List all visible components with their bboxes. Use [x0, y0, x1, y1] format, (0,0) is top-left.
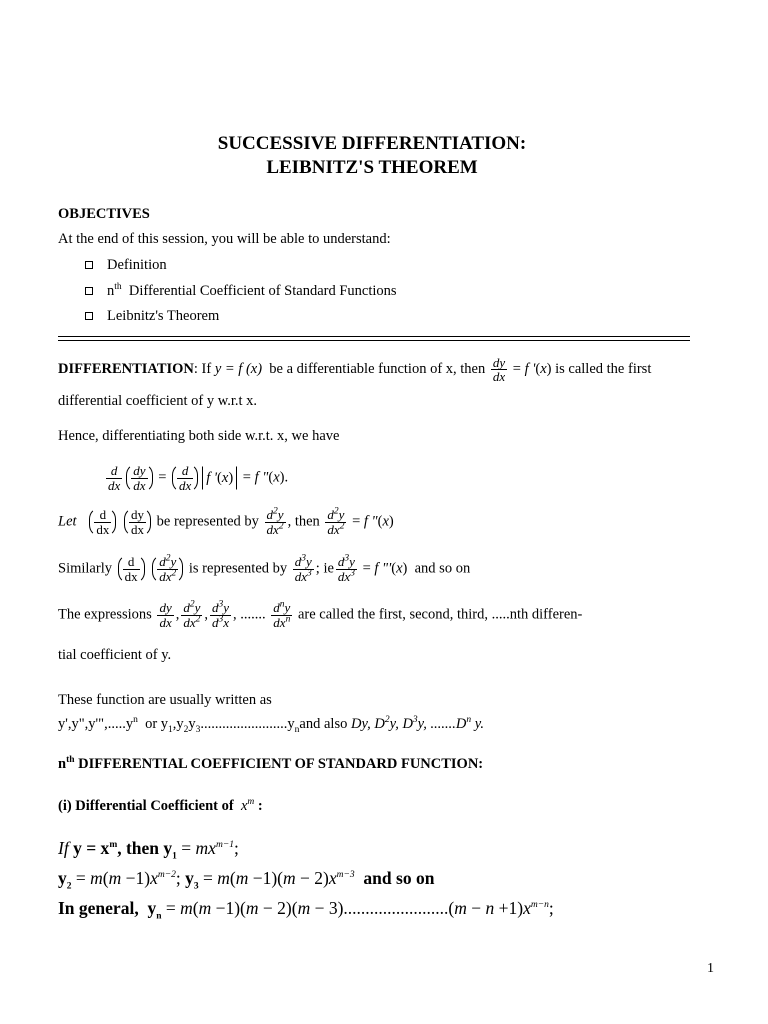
objective-item-nth-coefficient: $n^{th}$ Differential Coefficient of Standard Functions — [85, 283, 397, 300]
objective-item-definition: Definition — [85, 257, 167, 274]
bullet-icon — [85, 261, 93, 269]
hence-text: Hence, differentiating both side w.r.t. x, we have — [58, 428, 340, 444]
bullet-icon — [85, 312, 93, 320]
page-number: 1 — [707, 961, 714, 976]
page-title-line1: SUCCESSIVE DIFFERENTIATION: — [217, 133, 527, 154]
differentiation-line2: differential coefficient of y w.r.t x. — [58, 393, 258, 409]
expressions-line2: tial coefficient of y. — [58, 647, 172, 663]
notation-line: $y',y",y'",.....y^n$ or $y_1,y_2y_3........................y_nand$ also Dy, $D^2y$, $D^3y$, $.......D^n$ y. — [58, 715, 485, 735]
objectives-heading: OBJECTIVES — [58, 206, 150, 222]
bullet-icon — [85, 287, 93, 295]
divider-bottom — [58, 340, 690, 341]
equation-expressions: The expressions $\frac{dy}{dx}$ , $\frac{d^2y}{dx^2}$ , $\frac{d^3y}{d^3x}$ , ....... $\frac{d^ny}{dx^n}$ are called the first, second, third, .....nth differen- — [58, 599, 583, 630]
equation-xm-general: In general, $y_n = m(m -1)(m - 2)(m - 3)........................(m - n +1)x^{m-n}$; — [58, 898, 554, 922]
section-i-heading: (i) Differential Coefficient of $x^m$ : — [58, 797, 263, 814]
objective-item-leibnitz: Leibnitz's Theorem — [85, 308, 219, 325]
equation-similarly: Similarly $\frac{d}{dx}$ $\frac{d^2y}{dx^2}$ is represented by $\frac{d^3y}{dx^3}$ ; ie $\frac{d^3y}{dx^3}$ = f "'(x) and so on — [58, 553, 471, 584]
equation-second-derivative: $\frac{d}{dx}$ $\frac{dy}{dx}$ = $\frac{d}{dx}$ f '(x) = f "(x). — [108, 463, 289, 493]
equation-let: Let $\frac{d}{dx}$ $\frac{dy}{dx}$ be represented by $\frac{d^2y}{dx^2}$ , then $\frac{d^2y}{dx^2}$ = f "(x) — [58, 506, 394, 537]
divider-top — [58, 336, 690, 337]
nth-coefficient-heading: $n^{th}$ DIFFERENTIAL COEFFICIENT OF STANDARD FUNCTION: — [58, 755, 484, 772]
page-title-line2: LEIBNITZ'S THEOREM — [266, 157, 478, 178]
objectives-intro: At the end of this session, you will be able to understand: — [58, 231, 391, 247]
usually-written-text: These function are usually written as — [58, 692, 272, 708]
equation-xm-first: If $y = x^m$, then $y_1 = mx^{m-1}$; — [58, 838, 239, 862]
equation-xm-second: $y_2 = m(m -1)x^{m-2}$; $y_3 = m(m -1)(m - 2)x^{m-3}$ and so on — [58, 868, 435, 892]
differentiation-definition: DIFFERENTIATION: If y = f (x) be a differentiable function of x, then $\frac{dy}{dx}$ = f '(x) is called the first — [58, 354, 652, 385]
